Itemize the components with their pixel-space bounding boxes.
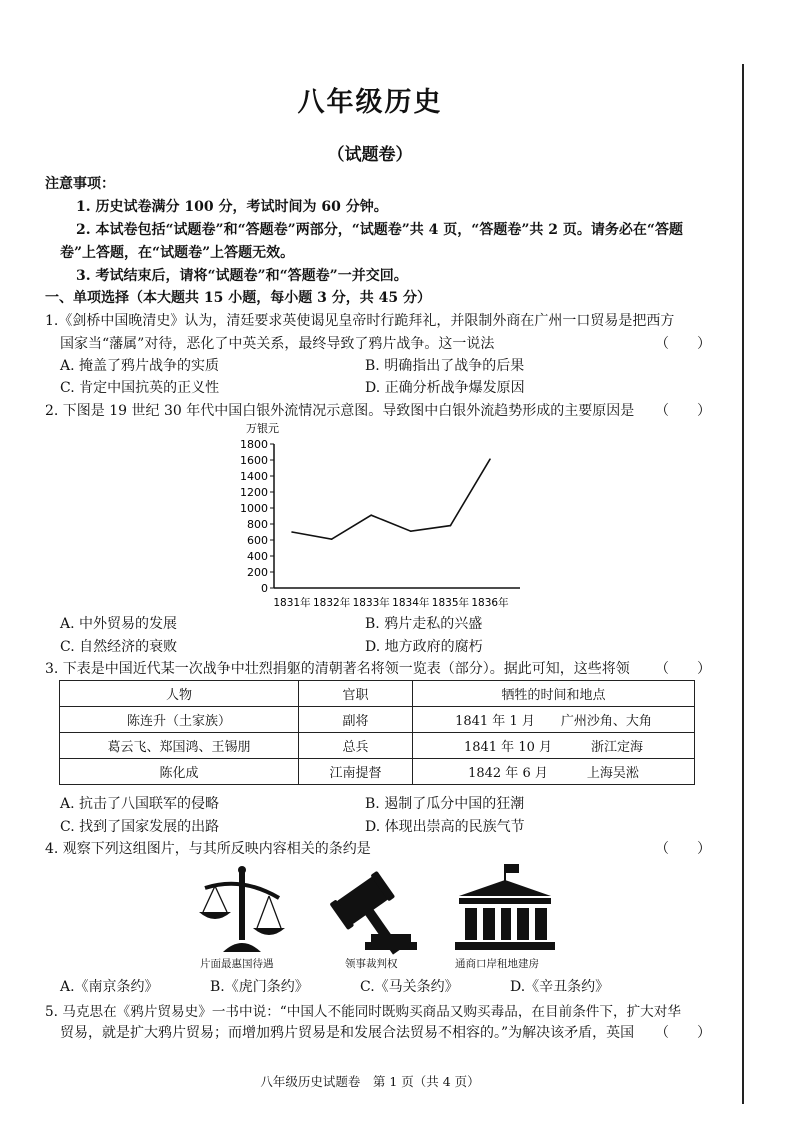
table-row	[60, 733, 695, 759]
table-cell-time-place	[413, 733, 695, 759]
q2-answer-paren: （ ）	[655, 403, 711, 419]
page-margin-rule	[742, 64, 744, 1104]
y-tick-label: 200	[247, 566, 268, 579]
y-tick-label: 1400	[240, 470, 268, 483]
x-tick-label: 1834年	[392, 597, 430, 609]
chart-data-point	[291, 531, 293, 533]
chart-data-point	[410, 530, 412, 532]
table-header-time-place: 牺牲的时间和地点	[413, 681, 695, 707]
table-cell-rank: 总兵	[299, 733, 413, 759]
officers-table	[59, 680, 695, 785]
q1-stem-line1: 1.《剑桥中国晚清史》认为，清廷要求英使谒见皇帝时行跪拜礼，并限制外商在广州一口贸易是把西方	[45, 313, 675, 329]
q2-option-b: B. 鸦片走私的兴盛	[365, 616, 483, 632]
x-tick-label: 1836年	[471, 597, 509, 609]
caption-treaty-port-lease: 通商口岸租地建房	[455, 958, 539, 970]
x-tick-label: 1833年	[352, 597, 390, 609]
q3-stem: 3. 下表是中国近代某一次战争中壮烈捐躯的清朝著名将领一览表（部分）。据此可知，这些将领	[45, 661, 630, 677]
silver-outflow-chart	[230, 418, 530, 613]
table-cell-time-place	[413, 707, 695, 733]
q3-answer-paren: （ ）	[655, 661, 711, 677]
q1-option-b: B. 明确指出了战争的后果	[365, 358, 525, 374]
q2-option-c: C. 自然经济的衰败	[60, 639, 178, 655]
section-heading: 一、单项选择（本大题共 15 小题，每小题 3 分，共 45 分）	[45, 290, 431, 306]
y-tick-label: 400	[247, 550, 268, 563]
building-flag-icon	[453, 862, 558, 954]
q1-option-a: A. 掩盖了鸦片战争的实质	[60, 358, 220, 374]
scales-icon	[195, 862, 290, 957]
y-tick-label: 1600	[240, 454, 268, 467]
chart-series-line	[292, 459, 490, 539]
q5-stem-line2: 贸易，就是扩大鸦片贸易；而增加鸦片贸易是和发展合法贸易不相容的。”为解决该矛盾，英国	[60, 1025, 635, 1041]
chart-data-point	[331, 538, 333, 540]
table-cell-time-place	[413, 759, 695, 785]
y-tick-label: 1200	[240, 486, 268, 499]
table-header-person: 人物	[60, 681, 299, 707]
q3-option-a: A. 抗击了八国联军的侵略	[60, 796, 220, 812]
q3-option-b: B. 遏制了瓜分中国的狂潮	[365, 796, 525, 812]
chart-data-point	[489, 458, 491, 460]
table-cell-time: 1841 年 10 月	[463, 740, 552, 755]
q2-stem: 2. 下图是 19 世纪 30 年代中国白银外流情况示意图。导致图中白银外流趋势形成的主要原因是	[45, 403, 635, 419]
table-cell-place: 上海吴淞	[586, 766, 639, 781]
q1-option-c: C. 肯定中国抗英的正义性	[60, 380, 220, 396]
q5-stem-line1: 5. 马克思在《鸦片贸易史》一书中说：“中国人不能同时既购买商品又购买毒品，在目前条件下，扩大对华	[45, 1004, 681, 1020]
caption-mfn: 片面最惠国待遇	[200, 958, 274, 970]
table-row	[60, 707, 695, 733]
chart-y-axis-label: 万银元	[246, 422, 279, 435]
notice-item-2: 2. 本试卷包括“试题卷”和“答题卷”两部分，“试题卷”共 4 页，“答题卷”共 2 页。请务必在“答题	[76, 222, 683, 238]
q4-option-c: C.《马关条约》	[360, 979, 459, 995]
table-cell-rank: 副将	[299, 707, 413, 733]
q4-answer-paren: （ ）	[655, 841, 711, 857]
table-cell-time: 1841 年 1 月	[455, 714, 535, 729]
y-tick-label: 600	[247, 534, 268, 547]
table-cell-person: 陈连升（土家族）	[60, 707, 299, 733]
gavel-icon	[313, 870, 423, 955]
exam-subtitle: （试题卷）	[327, 145, 413, 165]
q1-answer-paren: （ ）	[655, 336, 711, 352]
table-cell-place: 广州沙角、大角	[560, 714, 652, 729]
q2-option-d: D. 地方政府的腐朽	[365, 639, 483, 655]
q3-option-d: D. 体现出崇高的民族气节	[365, 819, 525, 835]
page-footer: 八年级历史试题卷 第 1 页（共 4 页）	[260, 1074, 480, 1089]
q4-option-a: A.《南京条约》	[60, 979, 159, 995]
q4-stem: 4. 观察下列这组图片，与其所反映内容相关的条约是	[45, 841, 371, 857]
notice-heading: 注意事项：	[45, 176, 115, 192]
table-cell-time: 1842 年 6 月	[468, 766, 548, 781]
table-row	[60, 759, 695, 785]
exam-title: 八年级历史	[297, 87, 443, 118]
y-tick-label: 1000	[240, 502, 268, 515]
caption-consular-jurisdiction: 领事裁判权	[345, 958, 398, 970]
q4-option-b: B.《虎门条约》	[210, 979, 309, 995]
table-cell-rank: 江南提督	[299, 759, 413, 785]
q4-option-d: D.《辛丑条约》	[510, 979, 610, 995]
q1-stem-line2: 国家当“藩属”对待，恶化了中英关系，最终导致了鸦片战争。这一说法	[60, 336, 495, 352]
q5-answer-paren: （ ）	[655, 1025, 711, 1041]
notice-item-1: 1. 历史试卷满分 100 分，考试时间为 60 分钟。	[76, 199, 388, 215]
y-tick-label: 800	[247, 518, 268, 531]
q2-option-a: A. 中外贸易的发展	[60, 616, 178, 632]
table-header-row	[60, 681, 695, 707]
table-cell-place: 浙江定海	[591, 740, 644, 755]
table-header-rank: 官职	[299, 681, 413, 707]
x-tick-label: 1835年	[431, 597, 470, 609]
x-tick-label: 1831年	[273, 597, 311, 609]
table-cell-person: 陈化成	[60, 759, 299, 785]
notice-item-2-cont: 卷”上答题，在“试题卷”上答题无效。	[60, 245, 295, 261]
notice-item-3: 3. 考试结束后，请将“试题卷”和“答题卷”一并交回。	[76, 268, 408, 284]
chart-data-point	[370, 514, 372, 516]
table-cell-person: 葛云飞、郑国鸿、王锡朋	[60, 733, 299, 759]
y-tick-label: 0	[261, 582, 268, 595]
q1-option-d: D. 正确分析战争爆发原因	[365, 380, 525, 396]
q3-option-c: C. 找到了国家发展的出路	[60, 819, 220, 835]
chart-data-point	[450, 525, 452, 527]
y-tick-label: 1800	[240, 438, 268, 451]
x-tick-label: 1832年	[312, 597, 351, 609]
